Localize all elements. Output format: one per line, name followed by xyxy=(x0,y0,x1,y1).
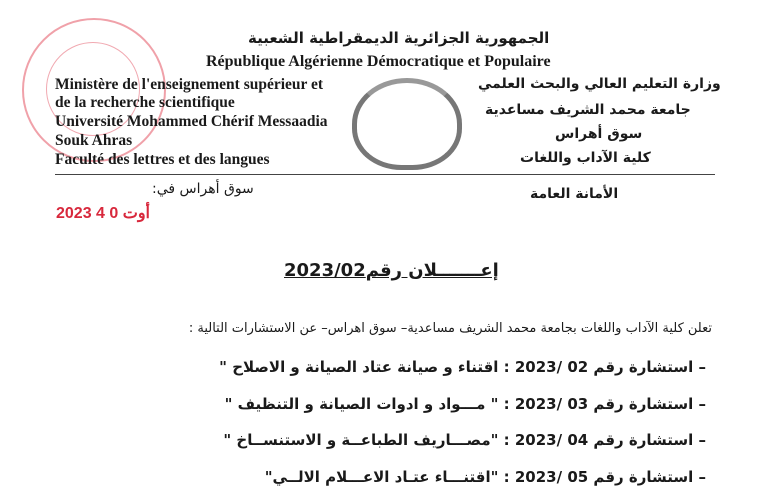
consultation-item: – استشارة رقم 02 /2023 : اقتناء و صيانة عتاد الصيانة و الاصلاح " xyxy=(219,358,706,376)
announcement-title: إعـــــــلان رقم2023/02 xyxy=(284,260,499,281)
left-line-4: Souk Ahras xyxy=(55,132,133,149)
university-logo xyxy=(352,78,462,170)
announcement-intro: تعلن كلية الآداب واللغات بجامعة محمد الشريف مساعدية– سوق اهراس– عن الاستشارات التالية : xyxy=(188,321,712,336)
right-line-1: وزارة التعليم العالي والبحث العلمي xyxy=(478,76,721,92)
left-line-5: Faculté des lettres et des langues xyxy=(55,151,270,168)
consultation-item: – استشارة رقم 05 /2023 : "اقتنـــاء عتـاد الاعـــلام الالــي" xyxy=(264,468,706,486)
left-line-1: Ministère de l'enseignement supérieur et xyxy=(55,76,324,93)
republic-arabic: الجمهورية الجزائرية الديمقراطية الشعبية xyxy=(248,29,550,47)
consultation-item: – استشارة رقم 03 /2023 : " مـــواد و ادوات الصيانة و التنظيف " xyxy=(224,395,706,413)
left-line-3: Université Mohammed Chérif Messaadia xyxy=(55,113,328,130)
right-line-3: سوق أهراس xyxy=(555,126,643,142)
date-stamp: 2023 أوت 0 4 xyxy=(56,205,150,222)
right-line-4: كلية الآداب واللغات xyxy=(520,150,651,166)
left-line-2: de la recherche scientifique xyxy=(55,94,235,111)
place-label: سوق أهراس في: xyxy=(152,181,254,197)
department-label: الأمانة العامة xyxy=(530,186,619,202)
right-line-2: جامعة محمد الشريف مساعدية xyxy=(485,102,691,118)
republic-french: République Algérienne Démocratique et Populaire xyxy=(206,53,551,70)
header-divider xyxy=(55,174,715,175)
consultation-item: – استشارة رقم 04 /2023 : "مصـــاريف الطباعــة و الاستنســاخ " xyxy=(223,431,706,449)
